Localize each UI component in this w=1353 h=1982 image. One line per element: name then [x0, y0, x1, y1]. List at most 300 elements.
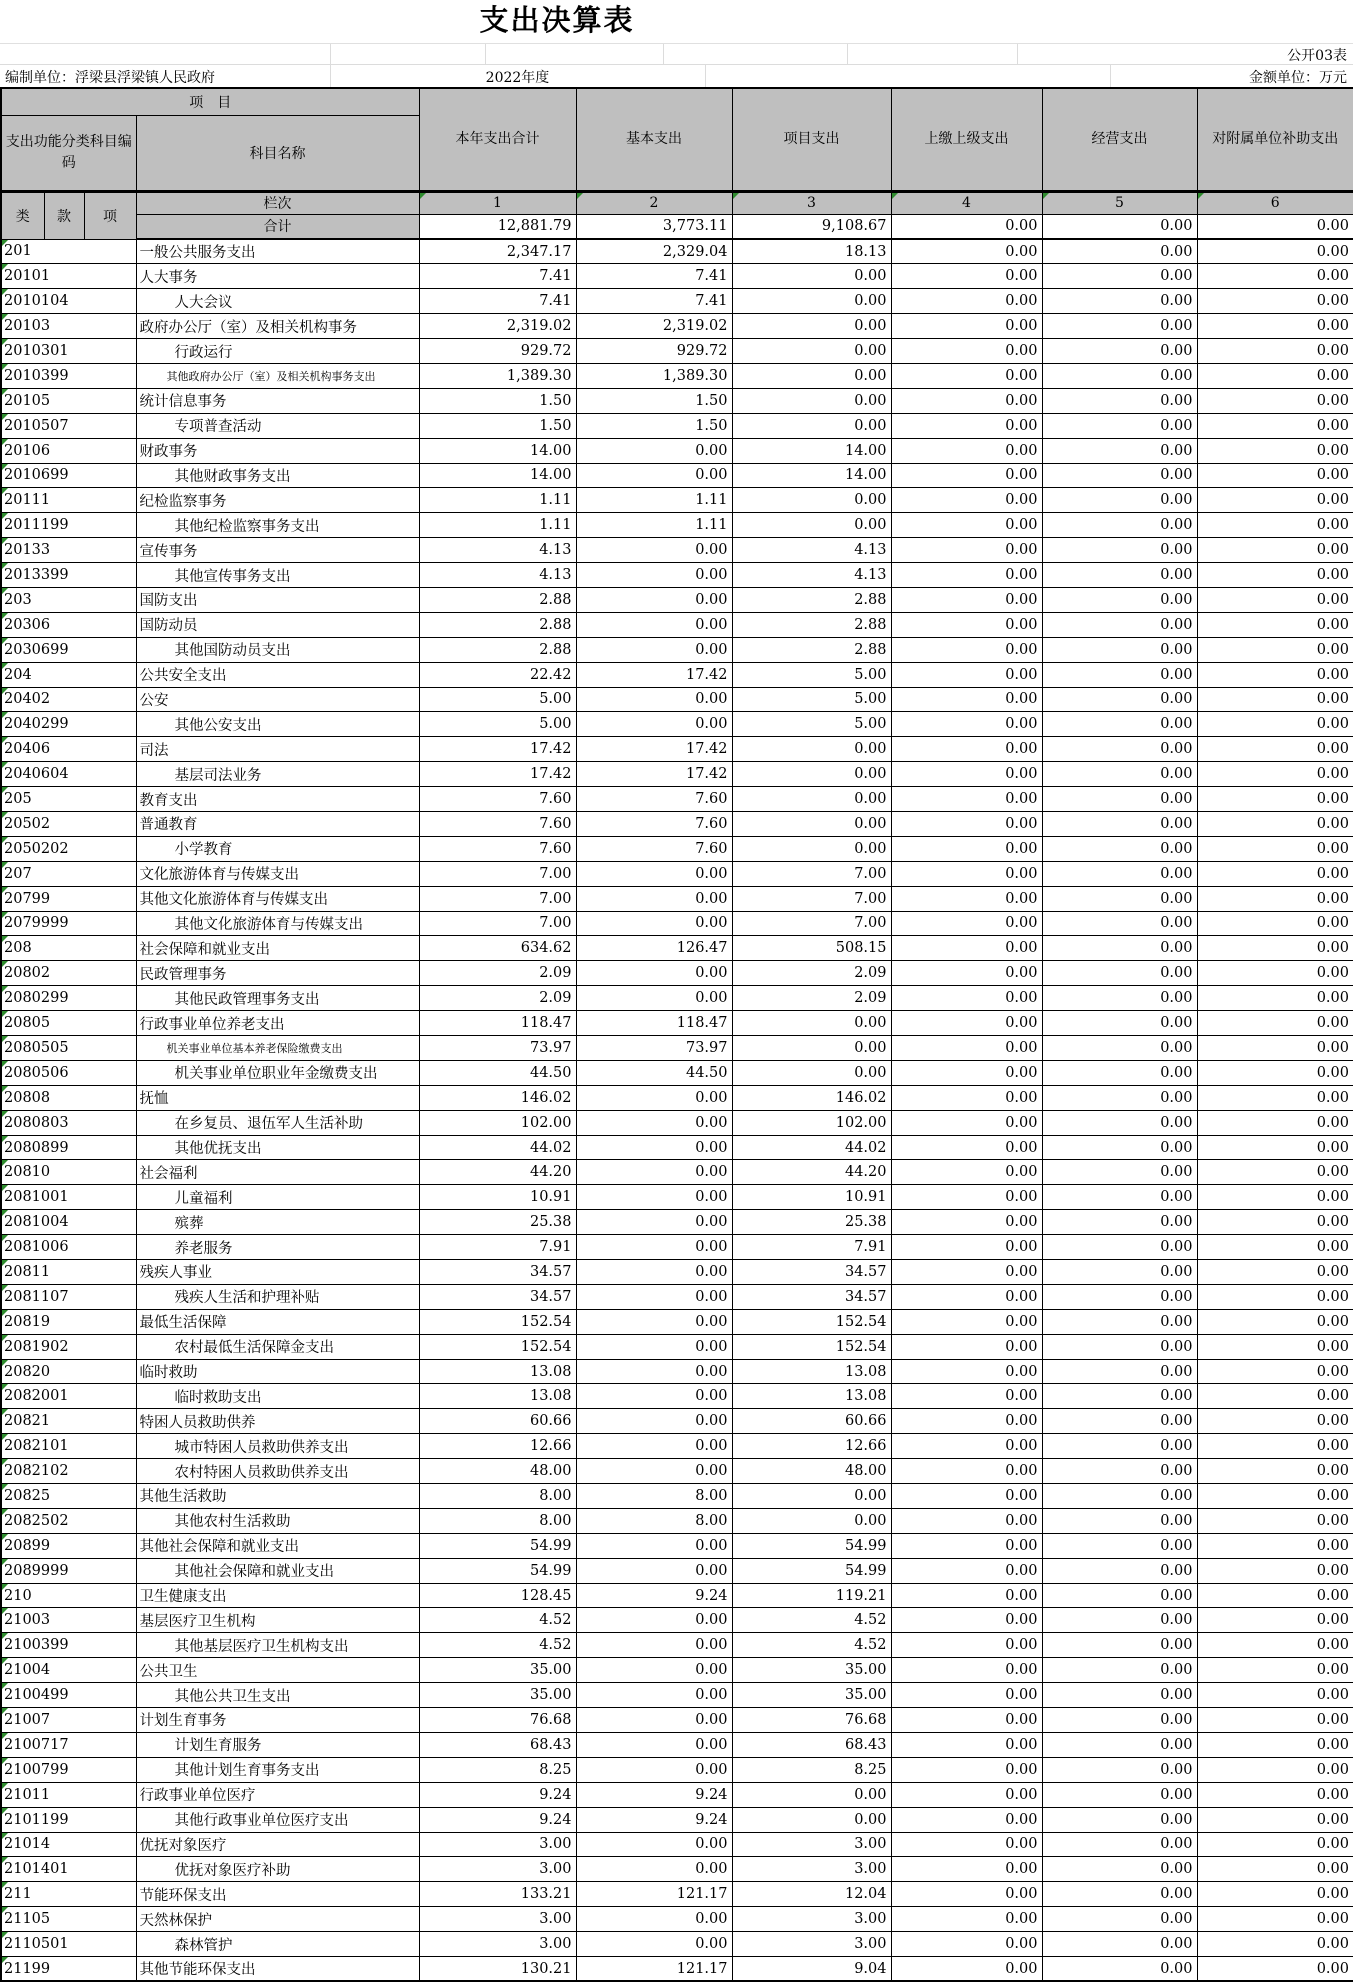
- value-cell: 34.57: [419, 1284, 576, 1309]
- value-cell: 2.88: [732, 612, 891, 637]
- value-cell: 0.00: [1042, 1708, 1197, 1733]
- value-cell: 0.00: [1197, 687, 1353, 712]
- total-value: 0.00: [1042, 214, 1197, 239]
- table-row: [1, 1434, 1353, 1459]
- value-cell: 0.00: [576, 1235, 732, 1260]
- value-cell: 0.00: [1197, 637, 1353, 662]
- value-cell: 0.00: [891, 463, 1042, 488]
- value-cell: 0.00: [891, 1036, 1042, 1061]
- value-cell: 102.00: [732, 1110, 891, 1135]
- value-cell: 121.17: [576, 1956, 732, 1981]
- value-cell: 0.00: [891, 737, 1042, 762]
- value-cell: 0.00: [891, 1907, 1042, 1932]
- value-cell: 13.08: [732, 1384, 891, 1409]
- value-cell: 0.00: [891, 413, 1042, 438]
- value-cell: 0.00: [1197, 1583, 1353, 1608]
- value-cell: 0.00: [576, 1359, 732, 1384]
- value-cell: 1.11: [576, 513, 732, 538]
- code-cell: 207: [1, 861, 136, 886]
- value-cell: 0.00: [1197, 1011, 1353, 1036]
- table-row: [1, 1907, 1353, 1932]
- value-cell: 152.54: [419, 1334, 576, 1359]
- value-cell: 0.00: [1042, 1036, 1197, 1061]
- value-cell: 0.00: [1042, 488, 1197, 513]
- code-cell: 20402: [1, 687, 136, 712]
- code-cell: 2100499: [1, 1683, 136, 1708]
- value-cell: 133.21: [419, 1882, 576, 1907]
- value-cell: 0.00: [891, 513, 1042, 538]
- code-cell: 20105: [1, 388, 136, 413]
- subject-name-cell: 最低生活保障: [136, 1309, 419, 1334]
- value-cell: 0.00: [1197, 1210, 1353, 1235]
- value-cell: 0.00: [732, 388, 891, 413]
- value-cell: 0.00: [1042, 712, 1197, 737]
- value-cell: 9.24: [576, 1583, 732, 1608]
- value-cell: 0.00: [576, 1384, 732, 1409]
- subject-name-cell: 机关事业单位职业年金缴费支出: [136, 1060, 419, 1085]
- table-row: [1, 538, 1353, 563]
- code-cell: 2101401: [1, 1857, 136, 1882]
- value-cell: 0.00: [891, 1658, 1042, 1683]
- gridline: [847, 44, 848, 64]
- value-cell: 0.00: [1197, 438, 1353, 463]
- code-cell: 2010104: [1, 289, 136, 314]
- value-cell: 4.52: [732, 1608, 891, 1633]
- value-cell: 0.00: [1042, 1782, 1197, 1807]
- value-cell: 0.00: [732, 339, 891, 364]
- value-cell: 0.00: [891, 488, 1042, 513]
- subject-name-cell: 公共卫生: [136, 1658, 419, 1683]
- subject-name-cell: 养老服务: [136, 1235, 419, 1260]
- value-cell: 0.00: [732, 762, 891, 787]
- subject-name-cell: 临时救助: [136, 1359, 419, 1384]
- code-cell: 2100799: [1, 1757, 136, 1782]
- value-cell: 0.00: [1197, 861, 1353, 886]
- value-cell: 0.00: [1042, 1882, 1197, 1907]
- subject-name-cell: 殡葬: [136, 1210, 419, 1235]
- value-cell: 0.00: [891, 1011, 1042, 1036]
- value-cell: 0.00: [891, 1533, 1042, 1558]
- value-cell: 17.42: [419, 737, 576, 762]
- gridline: [1017, 44, 1018, 64]
- subject-name-cell: 文化旅游体育与传媒支出: [136, 861, 419, 886]
- value-cell: 0.00: [576, 1459, 732, 1484]
- code-cell: 2080299: [1, 986, 136, 1011]
- value-cell: 0.00: [891, 1807, 1042, 1832]
- value-cell: 0.00: [891, 712, 1042, 737]
- value-cell: 54.99: [732, 1558, 891, 1583]
- code-cell: 201: [1, 239, 136, 264]
- value-cell: 0.00: [576, 886, 732, 911]
- value-cell: 0.00: [891, 239, 1042, 264]
- value-cell: 0.00: [576, 1434, 732, 1459]
- subject-name-cell: 其他生活救助: [136, 1484, 419, 1509]
- value-cell: 0.00: [1042, 1459, 1197, 1484]
- table-row: [1, 612, 1353, 637]
- value-cell: 0.00: [576, 1932, 732, 1957]
- value-cell: 2.09: [419, 961, 576, 986]
- value-cell: 7.60: [576, 836, 732, 861]
- value-cell: 0.00: [1197, 1409, 1353, 1434]
- code-cell: 20810: [1, 1160, 136, 1185]
- table-row: [1, 1732, 1353, 1757]
- code-cell: 20821: [1, 1409, 136, 1434]
- value-cell: 0.00: [891, 687, 1042, 712]
- value-cell: 0.00: [1042, 1583, 1197, 1608]
- value-cell: 0.00: [576, 911, 732, 936]
- total-value: 9,108.67: [732, 214, 891, 239]
- code-cell: 2082502: [1, 1508, 136, 1533]
- value-cell: 9.24: [419, 1807, 576, 1832]
- total-value: 3,773.11: [576, 214, 732, 239]
- code-cell: 2040299: [1, 712, 136, 737]
- value-cell: 0.00: [1197, 363, 1353, 388]
- value-cell: 0.00: [1042, 1658, 1197, 1683]
- subject-name-cell: 其他政府办公厅（室）及相关机构事务支出: [136, 363, 419, 388]
- value-cell: 0.00: [1197, 787, 1353, 812]
- table-row: [1, 463, 1353, 488]
- value-cell: 0.00: [1042, 1608, 1197, 1633]
- value-cell: 0.00: [891, 911, 1042, 936]
- table-row: [1, 289, 1353, 314]
- value-cell: 0.00: [1197, 886, 1353, 911]
- code-cell: 2011199: [1, 513, 136, 538]
- table-row: [1, 911, 1353, 936]
- value-cell: 2.88: [419, 637, 576, 662]
- lanci-label: 栏次: [136, 191, 419, 214]
- table-row: [1, 936, 1353, 961]
- code-cell: 20802: [1, 961, 136, 986]
- code-cell: 2030699: [1, 637, 136, 662]
- value-cell: 0.00: [1197, 1956, 1353, 1981]
- value-cell: 12.66: [419, 1434, 576, 1459]
- value-cell: 929.72: [419, 339, 576, 364]
- value-cell: 0.00: [1042, 612, 1197, 637]
- subject-name-cell: 人大事务: [136, 264, 419, 289]
- sheet-tag-row: [0, 43, 1353, 64]
- table-row: [1, 1956, 1353, 1981]
- value-cell: 2,319.02: [576, 314, 732, 339]
- value-cell: 0.00: [891, 1484, 1042, 1509]
- value-cell: 0.00: [576, 1608, 732, 1633]
- value-cell: 18.13: [732, 239, 891, 264]
- code-cell: 20103: [1, 314, 136, 339]
- code-cell: 2050202: [1, 836, 136, 861]
- subject-name-cell: 儿童福利: [136, 1185, 419, 1210]
- header-row-item: [1, 88, 1353, 115]
- value-cell: 0.00: [891, 811, 1042, 836]
- subject-name-cell: 其他财政事务支出: [136, 463, 419, 488]
- table-row: [1, 986, 1353, 1011]
- code-cell: 2082101: [1, 1434, 136, 1459]
- value-cell: 0.00: [1197, 1260, 1353, 1285]
- value-cell: 0.00: [1042, 1110, 1197, 1135]
- value-cell: 0.00: [891, 1210, 1042, 1235]
- value-cell: 25.38: [732, 1210, 891, 1235]
- total-value: 0.00: [891, 214, 1042, 239]
- code-cell: 21003: [1, 1608, 136, 1633]
- value-cell: 0.00: [891, 587, 1042, 612]
- value-cell: 0.00: [891, 1608, 1042, 1633]
- code-cell: 2089999: [1, 1558, 136, 1583]
- subject-name-cell: 城市特困人员救助供养支出: [136, 1434, 419, 1459]
- value-cell: 0.00: [1042, 836, 1197, 861]
- value-cell: 0.00: [1042, 513, 1197, 538]
- value-cell: 2.88: [419, 587, 576, 612]
- value-cell: 0.00: [576, 1160, 732, 1185]
- value-cell: 14.00: [419, 463, 576, 488]
- value-cell: 0.00: [1197, 1907, 1353, 1932]
- value-cell: 8.00: [419, 1484, 576, 1509]
- value-cell: 0.00: [1197, 961, 1353, 986]
- table-row: [1, 1309, 1353, 1334]
- table-row: [1, 1135, 1353, 1160]
- table-row: [1, 836, 1353, 861]
- subject-name-cell: 其他社会保障和就业支出: [136, 1558, 419, 1583]
- value-cell: 0.00: [1197, 563, 1353, 588]
- subject-name-cell: 政府办公厅（室）及相关机构事务: [136, 314, 419, 339]
- value-cell: 0.00: [576, 1533, 732, 1558]
- value-cell: 0.00: [1197, 289, 1353, 314]
- value-cell: 0.00: [1042, 662, 1197, 687]
- value-cell: 7.60: [576, 787, 732, 812]
- value-cell: 0.00: [1197, 1782, 1353, 1807]
- subject-name-cell: 其他社会保障和就业支出: [136, 1533, 419, 1558]
- subject-name-cell: 国防支出: [136, 587, 419, 612]
- value-cell: 17.42: [576, 662, 732, 687]
- table-row: [1, 1284, 1353, 1309]
- value-cell: 0.00: [1197, 1484, 1353, 1509]
- amount-unit-label: 金额单位：万元: [1249, 70, 1347, 86]
- table-row: [1, 1807, 1353, 1832]
- subject-name-cell: 行政事业单位医疗: [136, 1782, 419, 1807]
- value-cell: 7.60: [419, 836, 576, 861]
- subject-name-cell: 公安: [136, 687, 419, 712]
- code-cell: 2110501: [1, 1932, 136, 1957]
- table-row: [1, 1882, 1353, 1907]
- code-column-header: 支出功能分类科目编码: [1, 115, 136, 191]
- code-cell: 210: [1, 1583, 136, 1608]
- table-row: [1, 1533, 1353, 1558]
- code-cell: 211: [1, 1882, 136, 1907]
- value-cell: 76.68: [732, 1708, 891, 1733]
- subject-name-cell: 其他计划生育事务支出: [136, 1757, 419, 1782]
- value-cell: 0.00: [1197, 1508, 1353, 1533]
- col-num-1: 1: [419, 191, 576, 214]
- value-cell: 17.42: [576, 737, 732, 762]
- subject-name-cell: 其他宣传事务支出: [136, 563, 419, 588]
- table-row: [1, 413, 1353, 438]
- value-cell: 14.00: [732, 438, 891, 463]
- value-cell: 0.00: [732, 363, 891, 388]
- code-cell: 2100399: [1, 1633, 136, 1658]
- value-cell: 0.00: [576, 961, 732, 986]
- subcol-xiang: 项: [84, 191, 136, 239]
- value-cell: 0.00: [1042, 1732, 1197, 1757]
- value-cell: 0.00: [1042, 339, 1197, 364]
- value-cell: 130.21: [419, 1956, 576, 1981]
- subject-name-cell: 统计信息事务: [136, 388, 419, 413]
- value-cell: 3.00: [419, 1932, 576, 1957]
- value-cell: 0.00: [1042, 1210, 1197, 1235]
- value-cell: 0.00: [1197, 986, 1353, 1011]
- value-cell: 0.00: [1197, 1832, 1353, 1857]
- value-cell: 0.00: [891, 1284, 1042, 1309]
- subject-name-cell: 其他公共卫生支出: [136, 1683, 419, 1708]
- gridline: [1110, 65, 1111, 87]
- value-cell: 0.00: [576, 1732, 732, 1757]
- value-cell: 1.11: [419, 513, 576, 538]
- value-cell: 48.00: [732, 1459, 891, 1484]
- value-cell: 4.52: [732, 1633, 891, 1658]
- value-cell: 0.00: [891, 861, 1042, 886]
- value-cell: 0.00: [891, 1558, 1042, 1583]
- value-cell: 0.00: [576, 1284, 732, 1309]
- value-cell: 68.43: [419, 1732, 576, 1757]
- subject-name-cell: 天然林保护: [136, 1907, 419, 1932]
- value-cell: 0.00: [732, 1782, 891, 1807]
- value-cell: 0.00: [891, 1160, 1042, 1185]
- subject-name-cell: 其他文化旅游体育与传媒支出: [136, 886, 419, 911]
- code-cell: 20808: [1, 1085, 136, 1110]
- value-cell: 0.00: [1042, 936, 1197, 961]
- code-cell: 20805: [1, 1011, 136, 1036]
- value-cell: 0.00: [1197, 1160, 1353, 1185]
- value-cell: 0.00: [1197, 264, 1353, 289]
- table-row: [1, 1832, 1353, 1857]
- subcol-class: 类: [1, 191, 44, 239]
- value-cell: 7.41: [576, 264, 732, 289]
- value-cell: 44.20: [419, 1160, 576, 1185]
- value-cell: 0.00: [732, 289, 891, 314]
- subject-name-cell: 农村最低生活保障金支出: [136, 1334, 419, 1359]
- subject-name-cell: 节能环保支出: [136, 1882, 419, 1907]
- value-cell: 0.00: [1042, 1857, 1197, 1882]
- value-cell: 0.00: [1197, 1533, 1353, 1558]
- value-cell: 0.00: [1197, 1434, 1353, 1459]
- value-cell: 0.00: [1042, 1434, 1197, 1459]
- value-cell: 54.99: [732, 1533, 891, 1558]
- code-cell: 21199: [1, 1956, 136, 1981]
- table-row: [1, 388, 1353, 413]
- value-cell: 0.00: [891, 1633, 1042, 1658]
- value-cell: 0.00: [1197, 1185, 1353, 1210]
- value-cell: 0.00: [891, 1832, 1042, 1857]
- value-cell: 0.00: [732, 811, 891, 836]
- value-cell: 8.00: [576, 1508, 732, 1533]
- code-cell: 20502: [1, 811, 136, 836]
- value-cell: 0.00: [1042, 363, 1197, 388]
- value-cell: 7.41: [576, 289, 732, 314]
- value-cell: 146.02: [732, 1085, 891, 1110]
- value-cell: 5.00: [732, 662, 891, 687]
- table-row: [1, 239, 1353, 264]
- table-row: [1, 687, 1353, 712]
- code-cell: 21007: [1, 1708, 136, 1733]
- code-cell: 20820: [1, 1359, 136, 1384]
- value-cell: 0.00: [891, 1757, 1042, 1782]
- value-cell: 5.00: [419, 687, 576, 712]
- value-cell: 44.20: [732, 1160, 891, 1185]
- value-cell: 0.00: [1197, 811, 1353, 836]
- value-cell: 0.00: [891, 1956, 1042, 1981]
- value-cell: 1.50: [419, 388, 576, 413]
- table-row: [1, 861, 1353, 886]
- column-header-subsidy: 对附属单位补助支出: [1197, 88, 1353, 191]
- value-cell: 0.00: [1197, 1284, 1353, 1309]
- table-row: [1, 438, 1353, 463]
- value-cell: 0.00: [891, 1583, 1042, 1608]
- value-cell: 7.91: [732, 1235, 891, 1260]
- value-cell: 0.00: [1197, 488, 1353, 513]
- code-cell: 2081004: [1, 1210, 136, 1235]
- subject-name-cell: 其他民政管理事务支出: [136, 986, 419, 1011]
- code-cell: 2080506: [1, 1060, 136, 1085]
- subject-name-cell: 行政事业单位养老支出: [136, 1011, 419, 1036]
- value-cell: 3.00: [732, 1932, 891, 1957]
- value-cell: 0.00: [891, 1683, 1042, 1708]
- column-header-basic: 基本支出: [576, 88, 732, 191]
- table-row: [1, 1011, 1353, 1036]
- value-cell: 0.00: [1197, 911, 1353, 936]
- subject-name-cell: 计划生育事务: [136, 1708, 419, 1733]
- value-cell: 0.00: [891, 1932, 1042, 1957]
- value-cell: 22.42: [419, 662, 576, 687]
- value-cell: 60.66: [419, 1409, 576, 1434]
- value-cell: 0.00: [576, 1110, 732, 1135]
- value-cell: 0.00: [1197, 1708, 1353, 1733]
- table-row: [1, 637, 1353, 662]
- value-cell: 0.00: [1197, 762, 1353, 787]
- value-cell: 0.00: [576, 1334, 732, 1359]
- value-cell: 4.13: [419, 563, 576, 588]
- table-row: [1, 1633, 1353, 1658]
- subject-name-cell: 其他农村生活救助: [136, 1508, 419, 1533]
- value-cell: 0.00: [1042, 1309, 1197, 1334]
- col-num-6: 6: [1197, 191, 1353, 214]
- total-row: [1, 214, 1353, 239]
- table-row: [1, 1085, 1353, 1110]
- code-cell: 20825: [1, 1484, 136, 1509]
- value-cell: 0.00: [732, 488, 891, 513]
- value-cell: 128.45: [419, 1583, 576, 1608]
- value-cell: 0.00: [576, 1757, 732, 1782]
- value-cell: 0.00: [732, 264, 891, 289]
- value-cell: 0.00: [891, 1782, 1042, 1807]
- subject-name-cell: 其他行政事业单位医疗支出: [136, 1807, 419, 1832]
- value-cell: 0.00: [891, 289, 1042, 314]
- value-cell: 0.00: [1197, 1658, 1353, 1683]
- subject-name-cell: 教育支出: [136, 787, 419, 812]
- value-cell: 2.09: [419, 986, 576, 1011]
- value-cell: 0.00: [732, 1484, 891, 1509]
- table-row: [1, 886, 1353, 911]
- value-cell: 0.00: [891, 936, 1042, 961]
- code-cell: 2080505: [1, 1036, 136, 1061]
- code-cell: 204: [1, 662, 136, 687]
- subject-name-cell: 财政事务: [136, 438, 419, 463]
- value-cell: 7.91: [419, 1235, 576, 1260]
- value-cell: 0.00: [1197, 1060, 1353, 1085]
- table-row: [1, 1484, 1353, 1509]
- column-header-total: 本年支出合计: [419, 88, 576, 191]
- code-cell: 20106: [1, 438, 136, 463]
- value-cell: 508.15: [732, 936, 891, 961]
- value-cell: 0.00: [1042, 1409, 1197, 1434]
- table-row: [1, 1359, 1353, 1384]
- value-cell: 1.50: [576, 413, 732, 438]
- value-cell: 9.04: [732, 1956, 891, 1981]
